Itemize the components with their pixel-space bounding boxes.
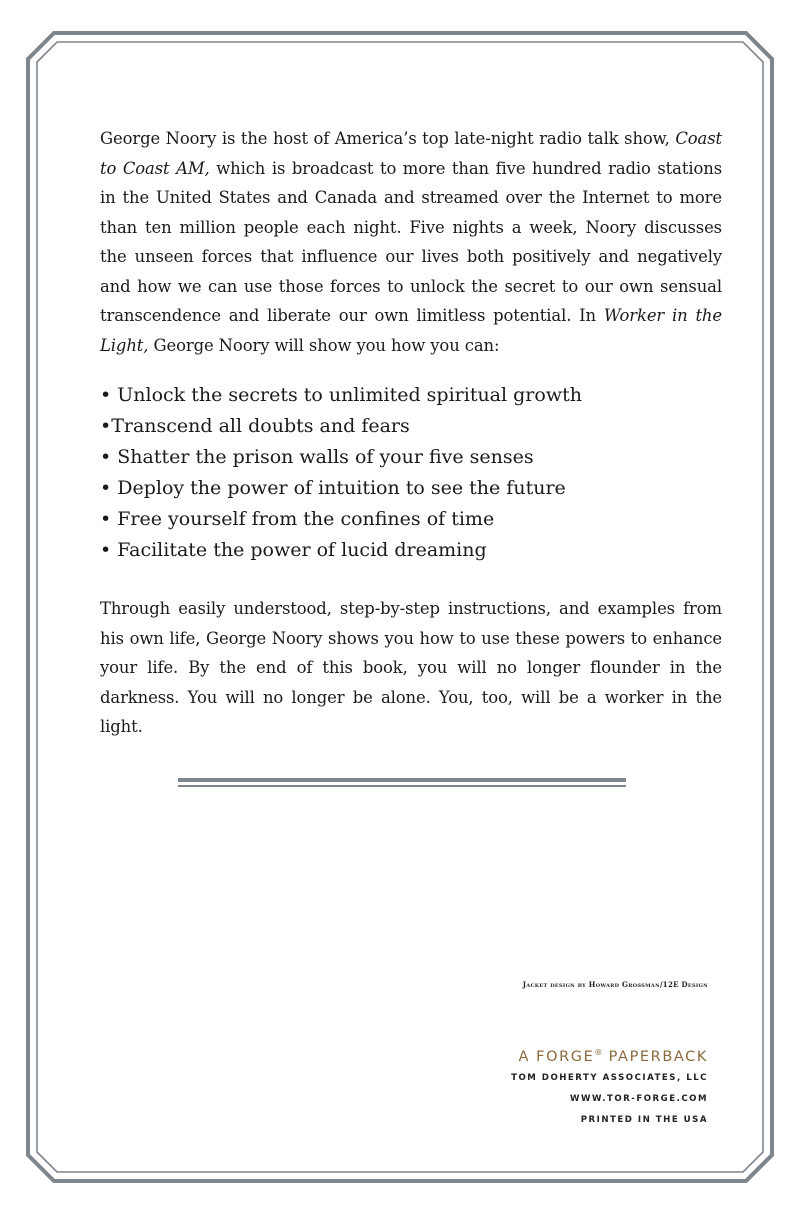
list-item: • Free yourself from the confines of time	[100, 508, 495, 530]
benefits-list	[100, 380, 700, 566]
list-item: • Deploy the power of intuition to see the future	[100, 477, 566, 499]
intro-paragraph: George Noory is the host of America’s top late-night radio talk show, Coast to Coast AM, which is broadcast to more than five hundred radio stations in the United States and Canada and streamed over the Internet to more than ten million people each night. Five nights a week, Noory discusses the unseen forces that influence our lives both positively and negatively and how we can use those forces to unlock the secret to our own sensual transcendence and liberate our own limitless potential. In Worker in the Light, George Noory will show you how you can:	[100, 129, 723, 355]
publisher-website: WWW.TOR-FORGE.COM	[570, 1093, 708, 1104]
show-title: Coast to Coast AM,	[100, 129, 722, 178]
back-cover-copy	[100, 124, 723, 736]
imprint-brand: A FORGE® PAPERBACK	[518, 1048, 708, 1065]
list-item: • Facilitate the power of lucid dreaming	[100, 539, 487, 561]
book-title: Worker in the Light,	[100, 306, 722, 355]
publisher-imprint	[511, 1042, 708, 1131]
publisher-name: TOM DOHERTY ASSOCIATES, LLC	[511, 1072, 708, 1083]
closing-paragraph: Through easily understood, step-by-step instructions, and examples from his own life, George Noory shows you how to use these powers to enhance your life. By the end of this book, you will no longer flounder in the darkness. You will no longer be alone. You, too, will be a worker in the light.	[100, 599, 722, 736]
divider	[178, 778, 626, 787]
registered-mark: ®	[594, 1048, 603, 1057]
jacket-credit: Jacket design by Howard Grossman/12E Design	[522, 980, 708, 989]
list-item: • Shatter the prison walls of your five senses	[100, 446, 534, 468]
list-item: • Unlock the secrets to unlimited spiritual growth	[100, 384, 582, 406]
list-item: •Transcend all doubts and fears	[100, 415, 410, 437]
printed-location: PRINTED IN THE USA	[580, 1114, 708, 1125]
